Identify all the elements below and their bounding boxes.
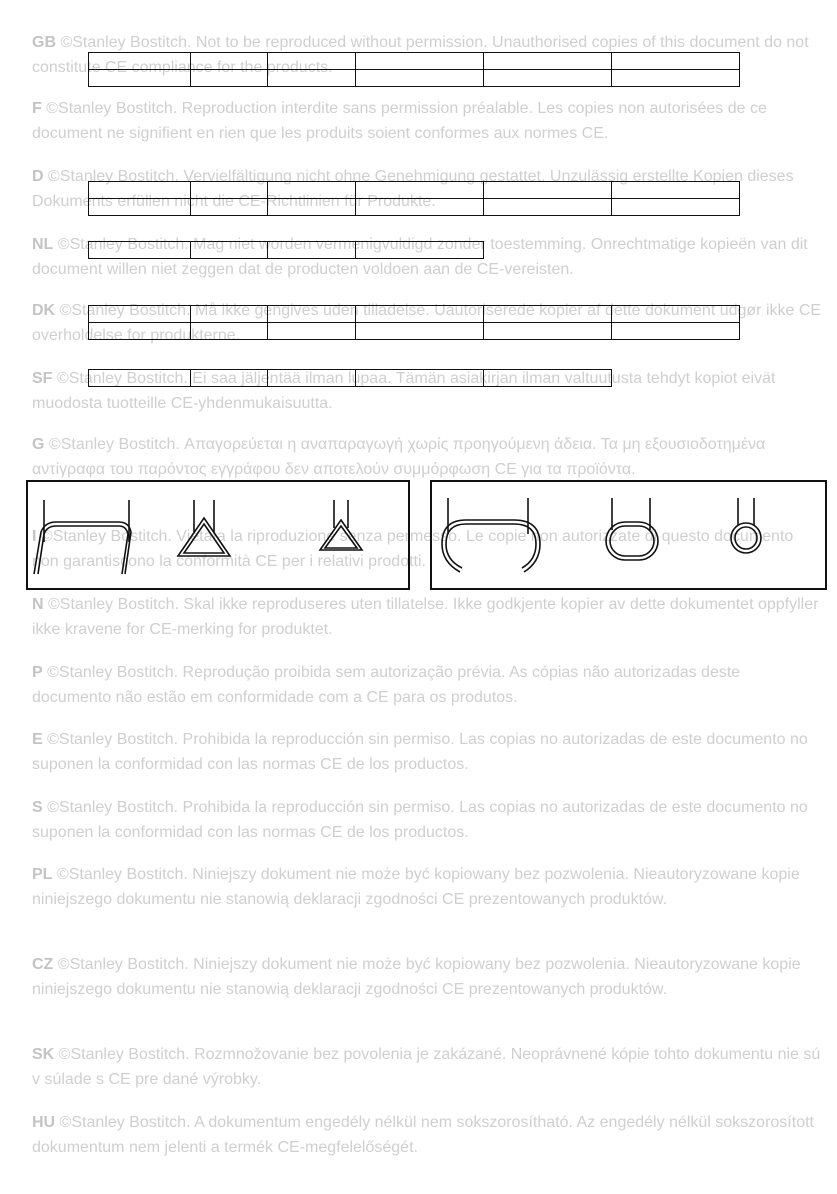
wm-dk-code: DK [32, 302, 56, 319]
wm-n-text: ©Stanley Bostitch. Skal ikke reproduseres uten tillatelse. Ikke godkjente kopier av dette dokumentet oppfyller ikke kravene for CE-merking for produktet. [32, 596, 819, 638]
wm-sk-code: SK [32, 1046, 55, 1063]
empty-table-3 [88, 241, 484, 259]
table-row [89, 323, 740, 340]
wm-g [32, 432, 822, 482]
wm-n-code: N [32, 596, 44, 613]
wm-sk-text: ©Stanley Bostitch. Rozmnožovanie bez povolenia je zakázané. Neoprávnené kópie tohto dokumentu nie sú v súlade s CE pre dané výrobky. [32, 1046, 821, 1088]
wm-cz-code: CZ [32, 956, 54, 973]
triangle-ring-icon [320, 500, 362, 550]
wm-g-code: G [32, 436, 45, 453]
wm-e-code: E [32, 731, 43, 748]
wm-cz [32, 952, 822, 1002]
table-row [89, 199, 740, 216]
wm-sk [32, 1042, 822, 1092]
wm-g-text: ©Stanley Bostitch. Απαγορεύεται η αναπαραγωγή χωρίς προηγούμενη άδεια. Τα μη εξουσιοδοτημένα αντίγραφα του παρόντος εγγράφου δεν αποτελούν συμμόρφωση CE για τα προϊόντα. [32, 436, 766, 478]
wm-pl [32, 862, 822, 912]
wm-gb-code: GB [32, 34, 56, 51]
triangle-ring-icon [178, 500, 230, 556]
wm-d-code: D [32, 168, 44, 185]
wm-hu-text: ©Stanley Bostitch. A dokumentum engedély nélkül nem sokszorosítható. Az engedély nélkül sokszorosított dokumentum nem jelenti a termék CE-megfelelőségét. [32, 1114, 814, 1156]
wm-nl-text: ©Stanley Bostitch. Mag niet worden vermenigvuldigd zonder toestemming. Onrechtmatige kopieën van dit document willen niet zeggen dat de producten voldoen aan de CE-vereisten. [32, 236, 808, 278]
wm-e-text: ©Stanley Bostitch. Prohibida la reproducción sin permiso. Las copias no autorizadas de este documento no suponen la conformidad con las normas CE de los productos. [32, 731, 808, 773]
table-row [89, 70, 740, 87]
empty-table-2 [88, 181, 740, 216]
open-staple-icon [34, 500, 131, 574]
wm-i-code: I [32, 528, 37, 545]
table-row [89, 182, 740, 199]
wm-d-text: ©Stanley Bostitch. Vervielfältigung nicht ohne Genehmigung gestattet. Unzulässig erstellte Kopien dieses Dokuments erfüllen nicht die CE-Richtlinien für Produkte. [32, 168, 794, 210]
wm-s-text: ©Stanley Bostitch. Prohibida la reproducción sin permiso. Las copias no autorizadas de este documento no suponen la conformidad con las normas CE de los productos. [32, 799, 808, 841]
round-ring-icon [731, 498, 761, 553]
wm-p-code: P [32, 664, 43, 681]
table-row [89, 370, 612, 387]
wm-pl-text: ©Stanley Bostitch. Niniejszy dokument nie może być kopiowany bez pozwolenia. Nieautoryzowane kopie niniejszego dokumentu nie stanowią deklaracji zgodności CE prezentowanych produktów. [32, 866, 800, 908]
wm-pl-code: PL [32, 866, 53, 883]
ring-shapes-drawing [432, 482, 825, 588]
wm-sf-code: SF [32, 370, 53, 387]
wm-sf-text: ©Stanley Bostitch. Ei saa jäljentää ilman lupaa. Tämän asiakirjan ilman valtuutusta tehdyt kopiot eivät muodosta tuotteille CE-yhdenmukaisuutta. [32, 370, 776, 412]
empty-table-4 [88, 305, 740, 340]
wm-hu [32, 1110, 822, 1160]
wm-hu-code: HU [32, 1114, 56, 1131]
open-staple-shapes-panel [26, 480, 410, 590]
table-row [89, 242, 484, 259]
wm-s-code: S [32, 799, 43, 816]
empty-table-1 [88, 52, 740, 87]
table-row [89, 306, 740, 323]
table-row [89, 53, 740, 70]
empty-table-5 [88, 369, 612, 387]
wm-cz-text: ©Stanley Bostitch. Niniejszy dokument nie może być kopiowany bez pozwolenia. Nieautoryzowane kopie niniejszego dokumentu nie stanowią deklaracji zgodności CE prezentowanych produktów. [32, 956, 801, 998]
wm-f [32, 96, 822, 146]
wm-f-code: F [32, 100, 42, 117]
wm-gb-text: ©Stanley Bostitch. Not to be reproduced without permission. Unauthorised copies of this document do not constitute CE compliance for the products. [32, 34, 809, 76]
closed-ring-shapes-panel [430, 480, 827, 590]
wm-p-text: ©Stanley Bostitch. Reprodução proibida sem autorização prévia. As cópias não autorizadas deste documento não estão em conformidade com a CE para os produtos. [32, 664, 741, 706]
wm-p [32, 660, 822, 710]
wm-nl-code: NL [32, 236, 54, 253]
wm-dk-text: ©Stanley Bostitch. Må ikke gengives uden tilladelse. Uautoriserede kopier af dette dokument udgør ikke CE overholdelse for produkterne. [32, 302, 822, 344]
wm-e [32, 727, 822, 777]
oval-ring-icon [606, 498, 658, 560]
wm-f-text: ©Stanley Bostitch. Reproduction interdite sans permission préalable. Les copies non autorisées de ce document ne signifient en rien que les produits soient conformes aux normes CE. [32, 100, 767, 142]
staple-shapes-drawing [28, 482, 408, 588]
wm-s [32, 795, 822, 845]
wm-i-text: ©Stanley Bostitch. Vietata la riproduzione senza permesso. Le copie non autorizzate di questo documento non garantiscono la conformità CE per i relativi prodotti. [32, 528, 794, 570]
wm-n [32, 592, 822, 642]
open-ring-icon [442, 498, 540, 572]
